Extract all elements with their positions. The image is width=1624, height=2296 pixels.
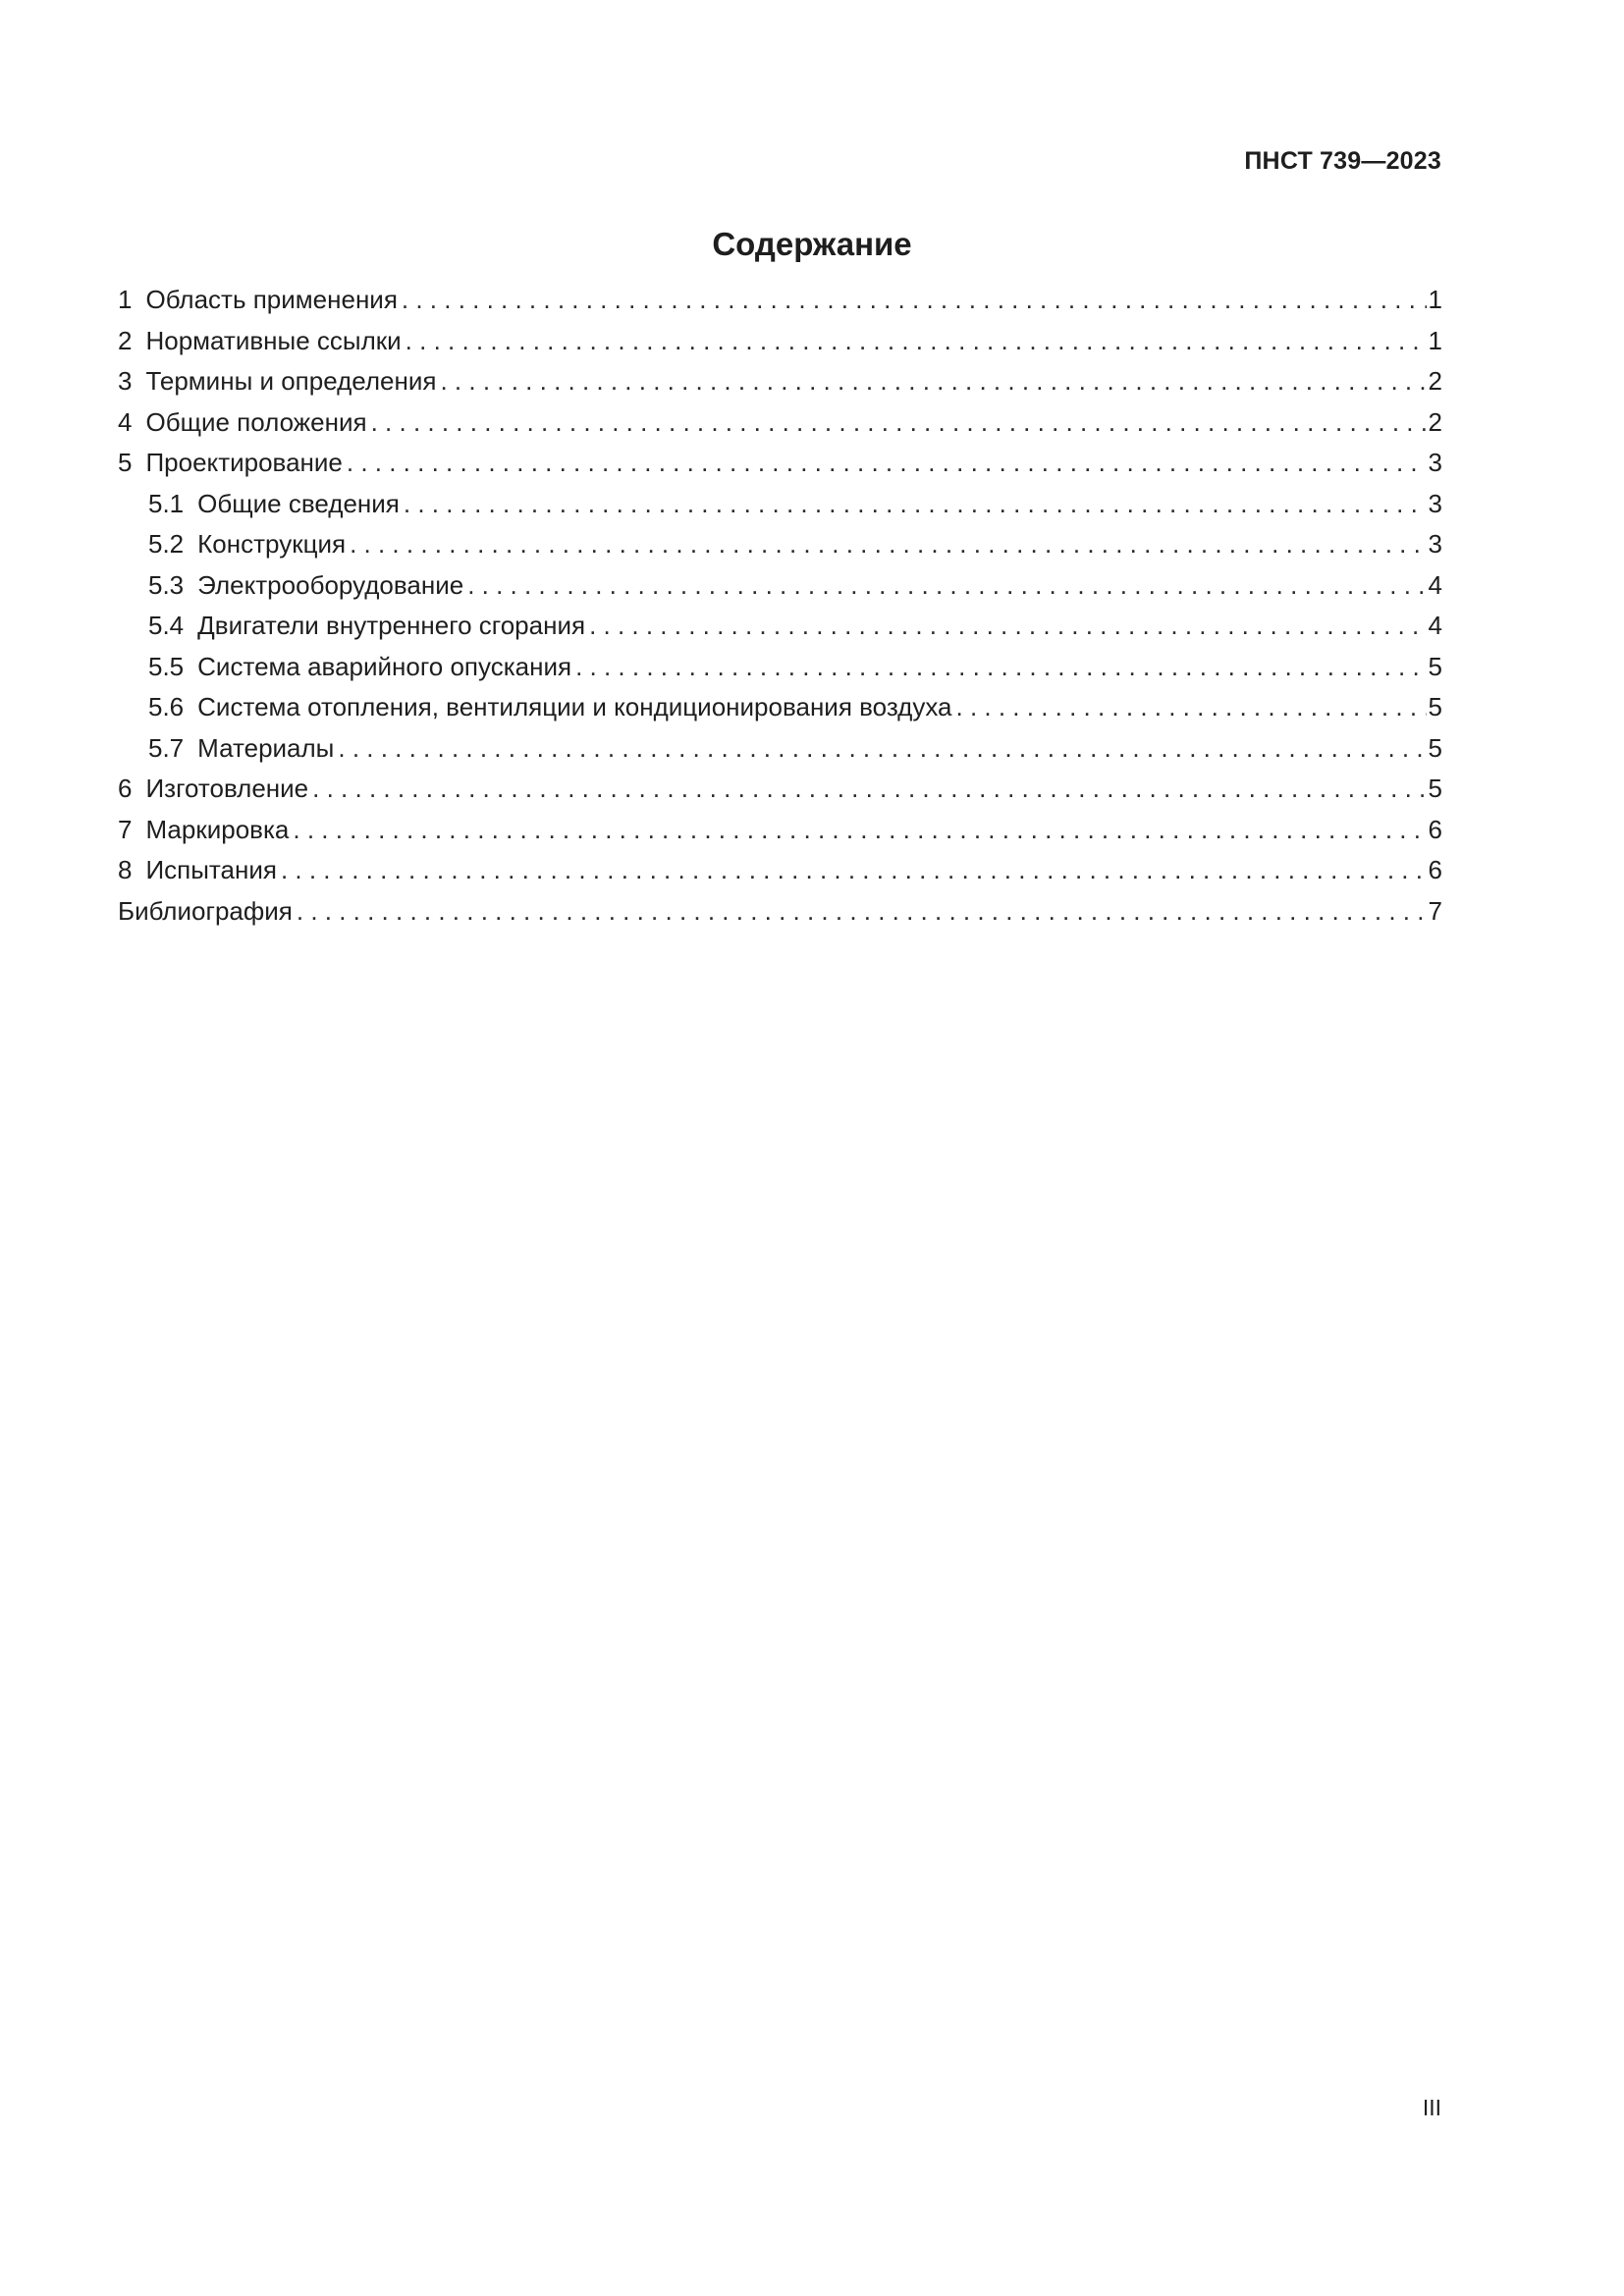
toc-dot-leader <box>338 733 1426 764</box>
toc-entry-title: Система отопления, вентиляции и кондиционирования воздуха <box>197 692 952 721</box>
toc-dot-leader <box>297 896 1427 927</box>
toc-entry-number: 5.3 <box>148 569 185 600</box>
toc-entry-title: Общие сведения <box>197 488 400 518</box>
document-code: ПНСТ 739—2023 <box>1244 147 1441 175</box>
toc-entry[interactable] <box>118 529 1442 570</box>
toc-entry[interactable] <box>118 733 1442 774</box>
toc-entry[interactable] <box>118 815 1442 856</box>
toc-entry[interactable] <box>118 855 1442 896</box>
toc-entry-title: Библиография <box>118 895 293 926</box>
toc-entry[interactable] <box>118 652 1442 693</box>
toc-dot-leader <box>467 570 1426 601</box>
toc-entry-page: 1 <box>1428 285 1442 314</box>
toc-entry-page: 5 <box>1428 732 1442 763</box>
toc-entry-title: Изготовление <box>145 774 309 803</box>
toc-dot-leader <box>293 815 1426 845</box>
toc-dot-leader <box>575 652 1426 682</box>
toc-entry[interactable] <box>118 326 1442 367</box>
toc-entry-title: Испытания <box>145 855 277 884</box>
toc-entry-title: Термины и определения <box>145 366 437 396</box>
toc-entry-number: 5.5 <box>148 651 185 681</box>
toc-entry-number: 2 <box>118 325 133 355</box>
toc-entry-title: Двигатели внутреннего сгорания <box>197 611 586 640</box>
toc-dot-leader <box>281 855 1427 885</box>
toc-dot-leader <box>371 407 1427 438</box>
toc-entry-number: 4 <box>118 406 133 437</box>
toc-entry[interactable] <box>118 366 1442 407</box>
toc-dot-leader <box>404 489 1427 519</box>
toc-entry-title: Материалы <box>197 732 335 763</box>
toc-entry-number: 5 <box>118 448 133 477</box>
toc-entry-title: Электрооборудование <box>197 569 464 600</box>
toc-entry-title: Нормативные ссылки <box>145 325 402 355</box>
toc-entry-title: Маркировка <box>145 814 290 844</box>
toc-dot-leader <box>440 366 1426 397</box>
toc-entry-page: 6 <box>1428 855 1442 884</box>
toc-entry-page: 3 <box>1428 448 1442 477</box>
toc-entry[interactable] <box>118 896 1442 937</box>
toc-entry[interactable] <box>118 774 1442 815</box>
toc-dot-leader <box>956 692 1427 722</box>
toc-entry-number: 1 <box>118 285 133 314</box>
table-of-contents <box>118 285 1442 936</box>
toc-entry-page: 5 <box>1428 774 1442 803</box>
toc-entry-title: Область применения <box>145 285 398 314</box>
toc-entry[interactable] <box>118 407 1442 449</box>
toc-entry-page: 3 <box>1428 488 1442 518</box>
toc-entry-number: 6 <box>118 774 133 803</box>
toc-entry-number: 5.2 <box>148 529 185 559</box>
toc-dot-leader <box>312 774 1426 804</box>
toc-entry-page: 5 <box>1428 651 1442 681</box>
toc-entry-number: 5.7 <box>148 732 185 763</box>
toc-entry-title: Проектирование <box>145 448 343 477</box>
toc-dot-leader <box>347 448 1427 478</box>
page-number: III <box>1422 2095 1441 2120</box>
toc-entry-page: 1 <box>1428 325 1442 355</box>
toc-dot-leader <box>406 326 1427 356</box>
toc-entry-page: 3 <box>1428 529 1442 559</box>
toc-entry-number: 7 <box>118 814 133 844</box>
toc-entry[interactable] <box>118 448 1442 489</box>
toc-dot-leader <box>402 285 1427 315</box>
toc-entry[interactable] <box>118 285 1442 326</box>
toc-dot-leader <box>589 611 1426 641</box>
toc-entry-number: 5.6 <box>148 692 185 721</box>
toc-entry-number: 5.1 <box>148 488 185 518</box>
toc-entry-page: 7 <box>1428 895 1442 926</box>
toc-entry-page: 6 <box>1428 814 1442 844</box>
toc-entry-title: Конструкция <box>197 529 347 559</box>
toc-entry-title: Система аварийного опускания <box>197 651 572 681</box>
toc-entry[interactable] <box>118 692 1442 733</box>
toc-entry[interactable] <box>118 489 1442 530</box>
toc-title: Содержание <box>712 226 912 262</box>
toc-entry-page: 4 <box>1428 569 1442 600</box>
toc-entry-title: Общие положения <box>145 406 367 437</box>
toc-entry-page: 2 <box>1428 366 1442 396</box>
toc-entry-number: 5.4 <box>148 611 185 640</box>
toc-entry-page: 5 <box>1428 692 1442 721</box>
toc-dot-leader <box>350 529 1426 560</box>
toc-entry-page: 4 <box>1428 611 1442 640</box>
toc-entry-page: 2 <box>1428 406 1442 437</box>
toc-entry[interactable] <box>118 611 1442 652</box>
toc-entry-number: 3 <box>118 366 133 396</box>
toc-entry-number: 8 <box>118 855 133 884</box>
toc-entry[interactable] <box>118 570 1442 612</box>
